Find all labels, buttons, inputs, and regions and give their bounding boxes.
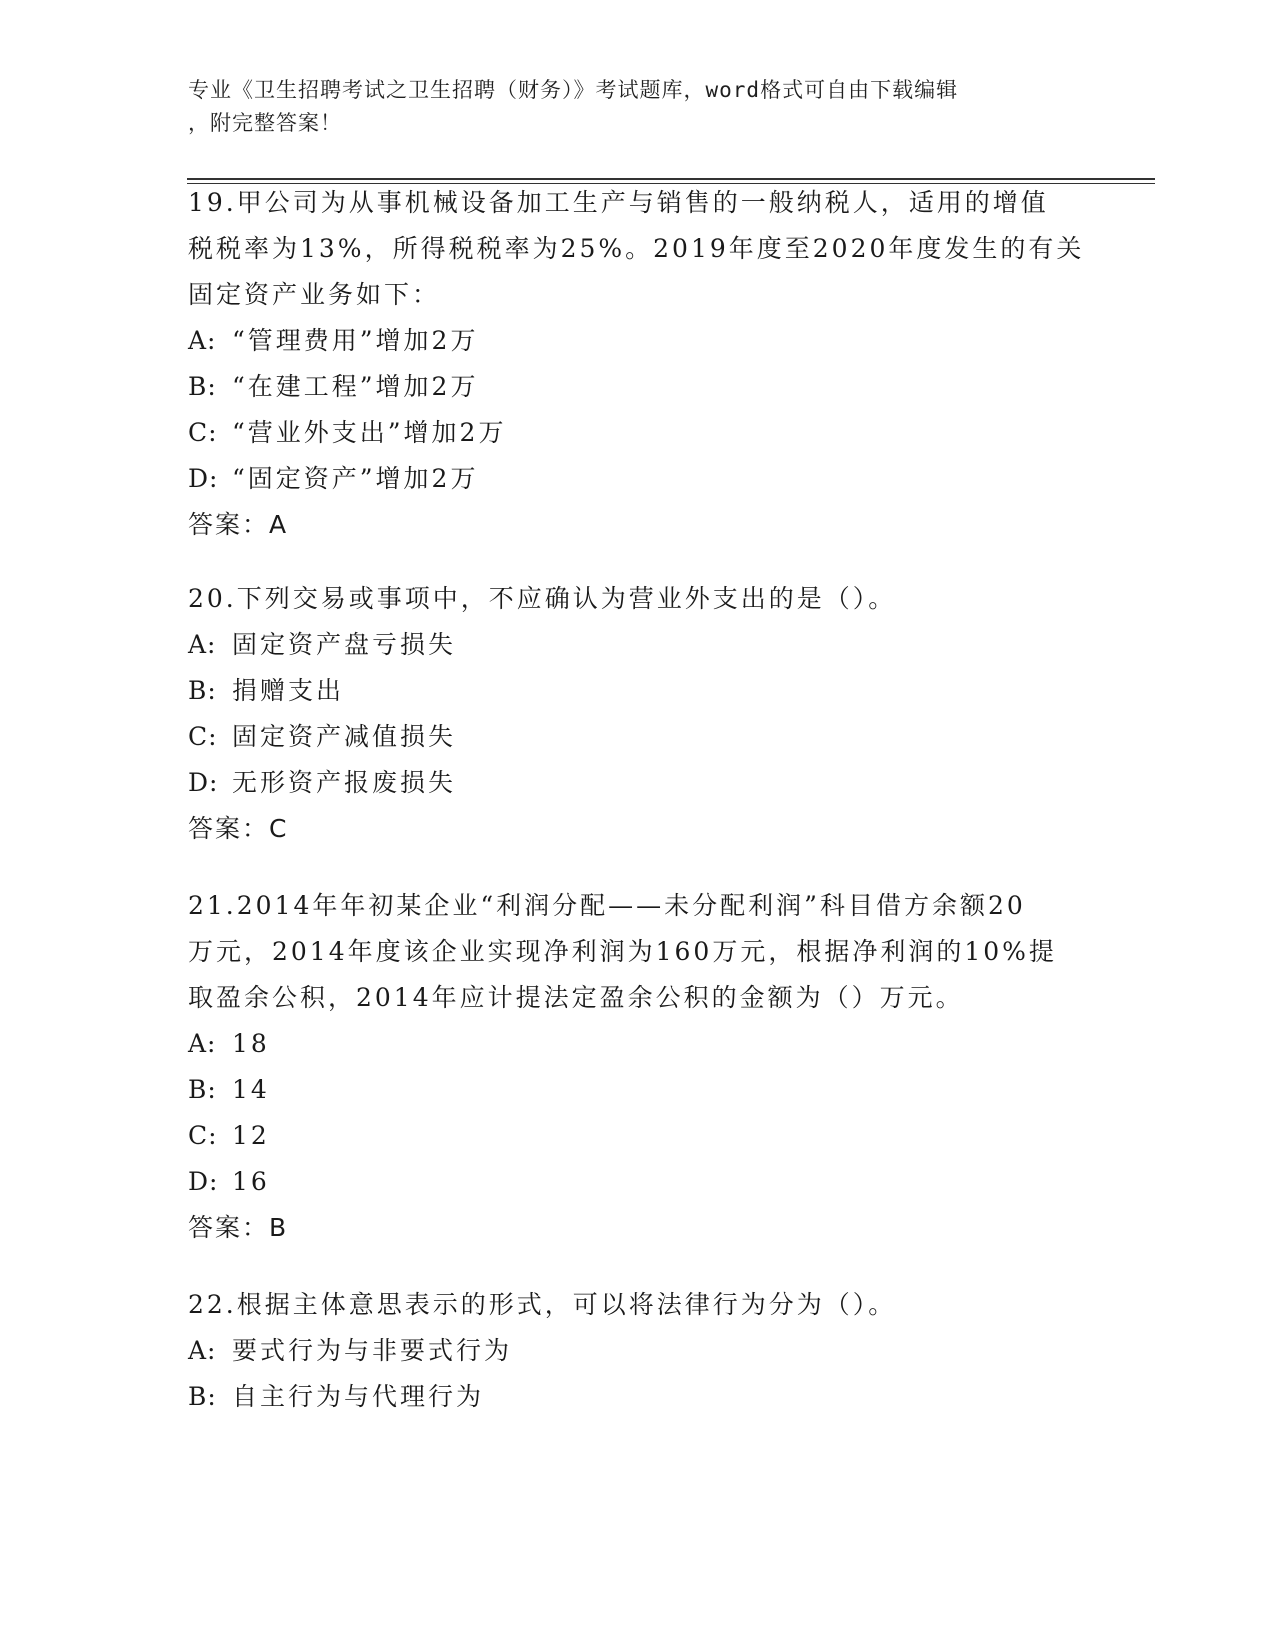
header-line-1: 专业《卫生招聘考试之卫生招聘（财务）》考试题库，word格式可自由下载编辑 <box>188 78 959 102</box>
option-letter: A: <box>188 1029 217 1058</box>
option-a <box>188 1328 1088 1374</box>
option-letter: D: <box>188 464 219 493</box>
question-text-line: 20.下列交易或事项中，不应确认为营业外支出的是（）。 <box>188 584 897 613</box>
question-text-line: 21.2014年年初某企业“利润分配——未分配利润”科目借方余额20 <box>188 891 1026 920</box>
option-b <box>188 668 1088 714</box>
answer-line: 答案：A <box>188 510 289 539</box>
option-d <box>188 760 1088 806</box>
answer-line: 答案：B <box>188 1213 289 1242</box>
option-text: 12 <box>232 1121 270 1150</box>
option-letter: B: <box>188 372 217 401</box>
option-text: 14 <box>232 1075 270 1104</box>
question-text-line: 取盈余公积，2014年应计提法定盈余公积的金额为（）万元。 <box>188 983 964 1012</box>
option-letter: C: <box>188 418 218 447</box>
option-text: “在建工程”增加2万 <box>232 372 479 401</box>
option-b <box>188 1067 1088 1113</box>
question-text-line: 19.甲公司为从事机械设备加工生产与销售的一般纳税人，适用的增值 <box>188 188 1049 217</box>
option-b <box>188 364 1088 410</box>
option-text: 固定资产盘亏损失 <box>232 630 457 659</box>
option-letter: D: <box>188 768 219 797</box>
option-text: 无形资产报废损失 <box>232 768 457 797</box>
option-d <box>188 456 1088 502</box>
question-text-line: 固定资产业务如下： <box>188 280 441 309</box>
option-text: 自主行为与代理行为 <box>232 1382 485 1411</box>
option-text: 捐赠支出 <box>232 676 345 705</box>
question-21 <box>188 883 1088 1251</box>
question-19 <box>188 180 1088 548</box>
option-d <box>188 1159 1088 1205</box>
document-header <box>188 74 1068 140</box>
option-letter: D: <box>188 1167 219 1196</box>
option-text: “管理费用”增加2万 <box>232 326 479 355</box>
question-text-line: 税税率为13%，所得税税率为25%。2019年度至2020年度发生的有关 <box>188 234 1085 263</box>
option-text: “固定资产”增加2万 <box>232 464 479 493</box>
option-letter: A: <box>188 1336 217 1365</box>
option-text: “营业外支出”增加2万 <box>232 418 507 447</box>
option-letter: A: <box>188 326 217 355</box>
option-text: 要式行为与非要式行为 <box>232 1336 513 1365</box>
option-c <box>188 714 1088 760</box>
option-c <box>188 410 1088 456</box>
option-text: 16 <box>232 1167 270 1196</box>
option-letter: A: <box>188 630 217 659</box>
question-text-line: 22.根据主体意思表示的形式，可以将法律行为分为（）。 <box>188 1290 897 1319</box>
option-a <box>188 622 1088 668</box>
question-20 <box>188 576 1088 852</box>
header-line-2: ，附完整答案！ <box>188 111 342 135</box>
option-letter: B: <box>188 676 217 705</box>
option-text: 固定资产减值损失 <box>232 722 457 751</box>
option-text: 18 <box>232 1029 270 1058</box>
option-letter: B: <box>188 1075 217 1104</box>
question-22 <box>188 1282 1088 1420</box>
answer-line: 答案：C <box>188 814 289 843</box>
option-letter: B: <box>188 1382 217 1411</box>
option-c <box>188 1113 1088 1159</box>
option-b <box>188 1374 1088 1420</box>
option-a <box>188 318 1088 364</box>
question-text-line: 万元，2014年度该企业实现净利润为160万元，根据净利润的10%提 <box>188 937 1057 966</box>
option-a <box>188 1021 1088 1067</box>
option-letter: C: <box>188 1121 218 1150</box>
option-letter: C: <box>188 722 218 751</box>
